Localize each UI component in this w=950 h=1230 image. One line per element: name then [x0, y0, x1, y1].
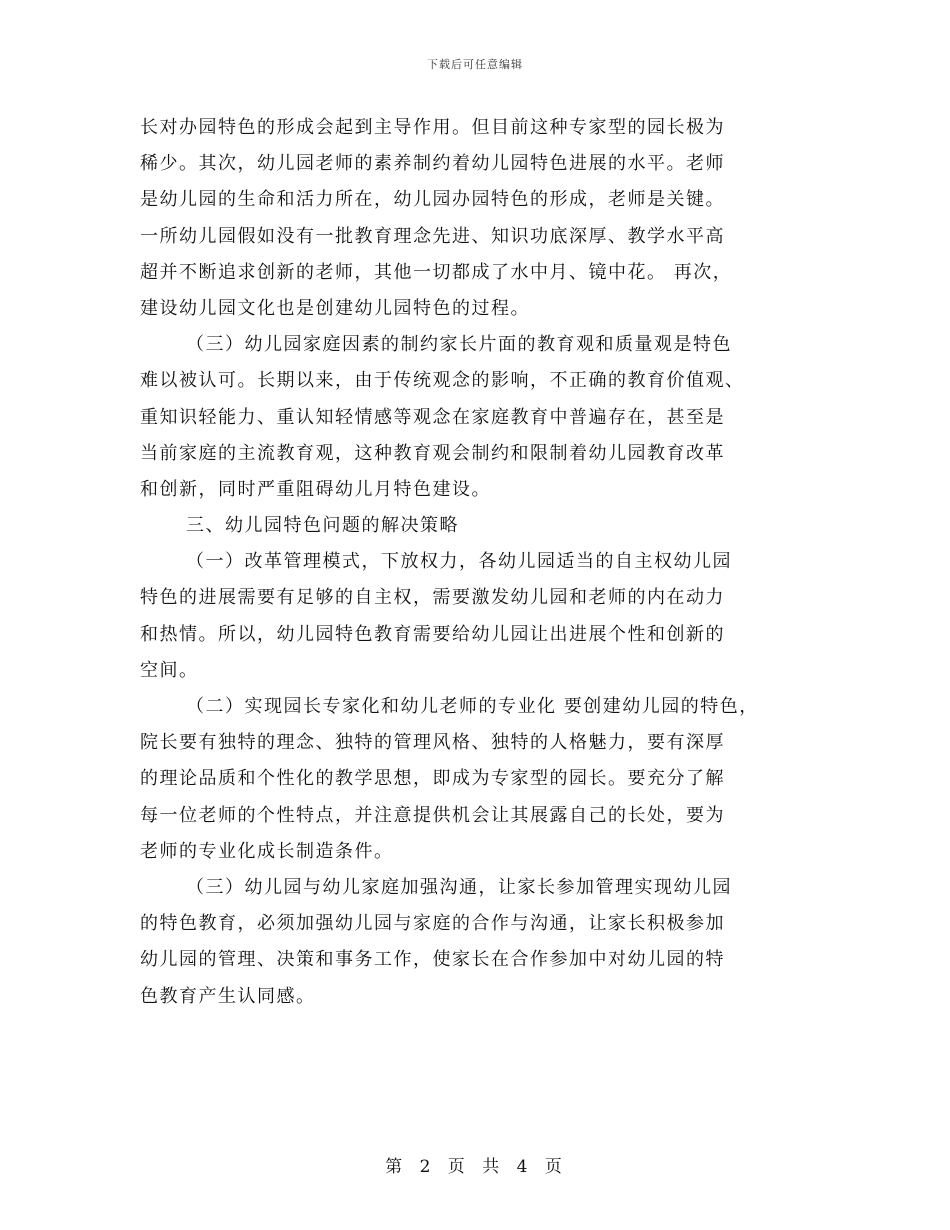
text-line: 长对办园特色的形成会起到主导作用。但目前这种专家型的园长极为 [140, 117, 725, 138]
text-line: 难以被认可。长期以来，由于传统观念的影响，不正确的教育价值观、 [140, 370, 745, 392]
text-line: 建设幼儿园文化也是创建幼儿园特色的过程。 [140, 297, 530, 319]
text-line: 和创新，同时严重阻碍幼儿月特色建设。 [140, 478, 491, 500]
text-line: 重知识轻能力、重认知轻情感等观念在家庭教育中普遍存在，甚至是 [140, 406, 725, 428]
text-line: 是幼儿园的生命和活力所在，幼儿园办园特色的形成，老师是关键。 [140, 189, 725, 211]
text-line: 的特色教育，必须加强幼儿园与家庭的合作与沟通，让家长积极参加 [140, 913, 725, 935]
text-line: 空间。 [140, 659, 199, 681]
text-line: 稀少。其次，幼儿园老师的素养制约着幼儿园特色进展的水平。老师 [140, 153, 725, 175]
text-line: 每一位老师的个性特点，并注意提供机会让其展露自己的长处，要为 [140, 804, 725, 826]
text-line: 幼儿园的管理、决策和事务工作，使家长在合作参加中对幼儿园的特 [140, 949, 725, 971]
text-line: 老师的专业化成长制造条件。 [140, 840, 394, 862]
text-line: 超并不断追求创新的老师，其他一切都成了水中月、镜中花。 再次， [140, 261, 733, 283]
text-line: （三）幼儿园与幼儿家庭加强沟通，让家长参加管理实现幼儿园 [186, 876, 732, 898]
page-header: 下载后可任意编辑 [427, 58, 523, 71]
text-line: 和热情。所以，幼儿园特色教育需要给幼儿园让出进展个性和创新的 [140, 623, 725, 645]
text-line: 一所幼儿园假如没有一批教育理念先进、知识功底深厚、教学水平高 [140, 225, 725, 247]
text-line: 特色的进展需要有足够的自主权，需要激发幼儿园和老师的内在动力 [140, 587, 725, 609]
document-body [140, 110, 820, 1015]
text-line: 的理论品质和个性化的教学思想，即成为专家型的园长。要充分了解 [140, 768, 725, 790]
text-line: 三、幼儿园特色问题的解决策略 [186, 515, 459, 537]
text-line: 院长要有独特的理念、独特的管理风格、独特的人格魅力，要有深厚 [140, 732, 725, 754]
text-line: （二）实现园长专家化和幼儿老师的专业化 要创建幼儿园的特色， [186, 696, 759, 717]
text-line: 色教育产生认同感。 [140, 985, 316, 1007]
text-line: （三）幼儿园家庭因素的制约家长片面的教育观和质量观是特色 [186, 334, 732, 356]
text-line: （一）改革管理模式，下放权力，各幼儿园适当的自主权幼儿园 [186, 551, 732, 573]
text-line: 当前家庭的主流教育观，这种教育观会制约和限制着幼儿园教育改革 [140, 442, 725, 464]
page-number: 第 2 页 共 4 页 [385, 1157, 565, 1177]
